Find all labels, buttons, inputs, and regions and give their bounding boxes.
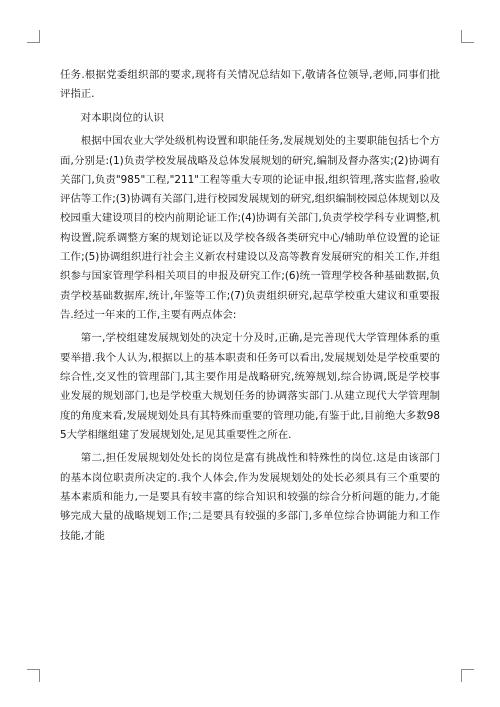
section-heading: 对本职岗位的认识: [80, 111, 164, 124]
crop-mark-bottom-left: [27, 669, 40, 682]
crop-mark-top-left: [27, 30, 40, 43]
paragraph-functions: 根据中国农业大学处级机构设置和职能任务,发展规划处的主要职能包括七个方面,分别是:(1)负责学校发展战略及总体发展规划的研究,编制及督办落实;(2)协调有关部门,负责"985"工程,"211"工程等重大专项的论证申报,组织管理,落实监督,验收评估等工作;(3)协调有关部门,进行校园发展规划的研究,组织编制校园总体规划以及校园重大建设项目的校内前期论证工作;(4)协调有关部门,负责学校学科专业调整,机构设置,院系调整方案的规划论证以及学校各级各类研究中心/辅助单位设置的论证工作;(5)协调组织进行社会主义新农村建设以及高等教育发展研究的相关工作,并组织参与国家管理学科相关项目的申报及研究工作;(6)统一管理学校各种基础数据,负责学校基础数据库,统计,年鉴等工作;(7)负责组织研究,起草学校重大建议和重要报告.经过一年来的工作,主要有两点体会:: [60, 135, 440, 321]
crop-mark-top-right: [461, 30, 474, 43]
paragraph-point-one: 第一,学校组建发展规划处的决定十分及时,正确,是完善现代大学管理体系的重要举措.我个人认为,根据以上的基本职责和任务可以看出,发展规划处是学校重要的综合性,交叉性的管理部门,其主要作用是战略研究,统筹规划,综合协调,既是学校事业发展的规划部门,也是学校重大规划任务的协调落实部门.从建立现代大学管理制度的角度来看,发展规划处具有其特殊而重要的管理功能,有鉴于此,目前绝大多数985大学相继组建了发展规划处,足见其重要性之所在.: [60, 332, 440, 441]
crop-mark-bottom-right: [461, 669, 474, 682]
paragraph-point-two: 第二,担任发展规划处处长的岗位是富有挑战性和特殊性的岗位.这是由该部门的基本岗位职责所决定的.我个人体会,作为发展规划处的处长必须具有三个重要的基本素质和能力,一是要具有较丰富的综合知识和较强的综合分析问题的能力,才能够完成大量的战略规划工作;二是要具有较强的多部门,多单位综合协调能力和工作技能,才能: [60, 452, 440, 542]
document-body: [60, 66, 440, 550]
paragraph-intro-end: 任务.根据党委组织部的要求,现将有关情况总结如下,敬请各位领导,老师,同事们批评指正.: [60, 69, 440, 101]
